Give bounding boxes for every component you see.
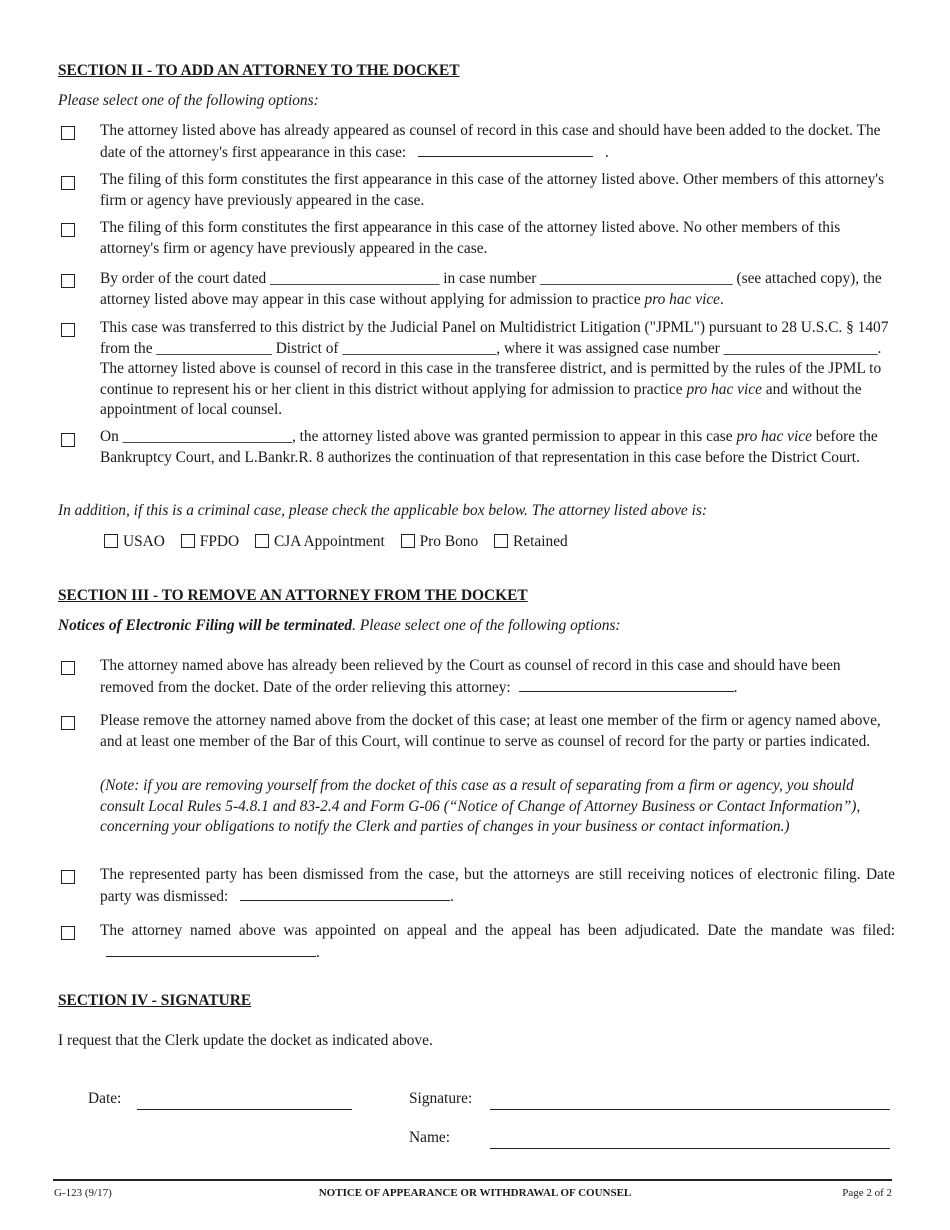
date-label: Date: — [88, 1090, 122, 1107]
section3-heading: SECTION III - TO REMOVE AN ATTORNEY FROM THE DOCKET — [58, 587, 528, 604]
footer-page-number: Page 2 of 2 — [842, 1187, 892, 1199]
checkbox-already-appeared[interactable] — [61, 126, 75, 140]
option-jpml-transfer: This case was transferred to this district by the Judicial Panel on Multidistrict Litigation ("JPML") pursuant to 28 U.S.C. § 1407 from the _______________ District of ____________________, where it was assigned case number ____________________. The attorney listed above is counsel of record in this case in the transferee district, and is permitted by the rules of the JPML to continue to represent his or her client in this district without applying for admission to practice pro hac vice and without the appointment of local counsel. — [100, 319, 889, 418]
criminal-options — [104, 532, 580, 553]
option-already-appeared: The attorney listed above has already appeared as counsel of record in this case and should have been added to the docket. The date of the attorney's first appearance in this case: . — [100, 122, 881, 161]
section3-instruction: Notices of Electronic Filing will be terminated. Please select one of the following options: — [58, 617, 621, 634]
checkbox-already-relieved[interactable] — [61, 661, 75, 675]
checkbox-first-appearance-none[interactable] — [61, 223, 75, 237]
remove-attorney-note: (Note: if you are removing yourself from the docket of this case as a result of separating from a firm or agency, you should consult Local Rules 5-4.8.1 and 83-2.4 and Form G-06 (“Notice of Change of Attorney Business or Contact Information”), concerning your obligations to notify the Clerk and parties of changes in your business or contact information.) — [100, 777, 861, 835]
option-first-appearance-others: The filing of this form constitutes the first appearance in this case of the attorney listed above. Other members of this attorney's firm or agency have previously appeared in the case. — [100, 171, 885, 209]
option-remove-attorney: Please remove the attorney named above from the docket of this case; at least one member of the firm or agency named above, and at least one member of the Bar of this Court, will continue to serve as counsel of record for the party or parties indicated. — [100, 712, 881, 750]
option-court-order: By order of the court dated ______________________ in case number _________________________ (see attached copy), the attorney listed above may appear in this case without applying for admission to practice pro hac vice. — [100, 270, 882, 308]
section2-heading: SECTION II - TO ADD AN ATTORNEY TO THE DOCKET — [58, 62, 460, 79]
first-appearance-date-field[interactable] — [418, 142, 593, 157]
name-input-line[interactable] — [490, 1148, 890, 1149]
checkbox-appeal-adjudicated[interactable] — [61, 926, 75, 940]
footer-form-id: G-123 (9/17) — [54, 1187, 112, 1199]
criminal-case-note: In addition, if this is a criminal case, please check the applicable box below. The attorney listed above is: — [58, 502, 707, 519]
checkbox-bankruptcy-pro-hac-vice[interactable] — [61, 433, 75, 447]
signature-input-line[interactable] — [490, 1109, 890, 1110]
option-appeal-adjudicated: The attorney named above was appointed on appeal and the appeal has been adjudicated. Date the mandate was filed: . — [100, 922, 895, 961]
checkbox-court-order[interactable] — [61, 274, 75, 288]
option-already-relieved: The attorney named above has already been relieved by the Court as counsel of record in this case and should have been removed from the docket. Date of the order relieving this attorney: . — [100, 657, 841, 696]
footer-title: NOTICE OF APPEARANCE OR WITHDRAWAL OF COUNSEL — [318, 1187, 632, 1199]
section4-heading: SECTION IV - SIGNATURE — [58, 992, 252, 1009]
mandate-date-field[interactable] — [106, 942, 316, 957]
option-party-dismissed: The represented party has been dismissed from the case, but the attorneys are still receiving notices of electronic filing. Date party was dismissed: . — [100, 866, 895, 905]
checkbox-retained[interactable] — [494, 534, 508, 548]
relief-order-date-field[interactable] — [519, 677, 734, 692]
checkbox-first-appearance-others[interactable] — [61, 176, 75, 190]
section2-instruction: Please select one of the following options: — [58, 92, 319, 109]
checkbox-remove-attorney[interactable] — [61, 716, 75, 730]
option-first-appearance-none: The filing of this form constitutes the first appearance in this case of the attorney listed above. No other members of this attorney's firm or agency have previously appeared in the case. — [100, 219, 841, 257]
party-dismissed-date-field[interactable] — [240, 886, 450, 901]
criminal-option-retained[interactable]: Retained — [494, 533, 568, 550]
checkbox-pro-bono[interactable] — [401, 534, 415, 548]
footer-rule — [53, 1179, 892, 1181]
criminal-option-cja[interactable]: CJA Appointment — [255, 533, 385, 550]
checkbox-fpdo[interactable] — [181, 534, 195, 548]
checkbox-jpml-transfer[interactable] — [61, 323, 75, 337]
checkbox-usao[interactable] — [104, 534, 118, 548]
criminal-option-pro-bono[interactable]: Pro Bono — [401, 533, 479, 550]
criminal-option-fpdo[interactable]: FPDO — [181, 533, 239, 550]
checkbox-cja[interactable] — [255, 534, 269, 548]
criminal-option-usao[interactable]: USAO — [104, 533, 165, 550]
name-label: Name: — [409, 1129, 451, 1146]
checkbox-party-dismissed[interactable] — [61, 870, 75, 884]
docket-update-request: I request that the Clerk update the docket as indicated above. — [58, 1032, 433, 1049]
date-input-line[interactable] — [137, 1109, 352, 1110]
signature-label: Signature: — [409, 1090, 473, 1107]
option-bankruptcy-pro-hac-vice: On ______________________, the attorney listed above was granted permission to appear in this case pro hac vice before the Bankruptcy Court, and L.Bankr.R. 8 authorizes the continuation of that representation in this case before the District Court. — [100, 428, 878, 466]
